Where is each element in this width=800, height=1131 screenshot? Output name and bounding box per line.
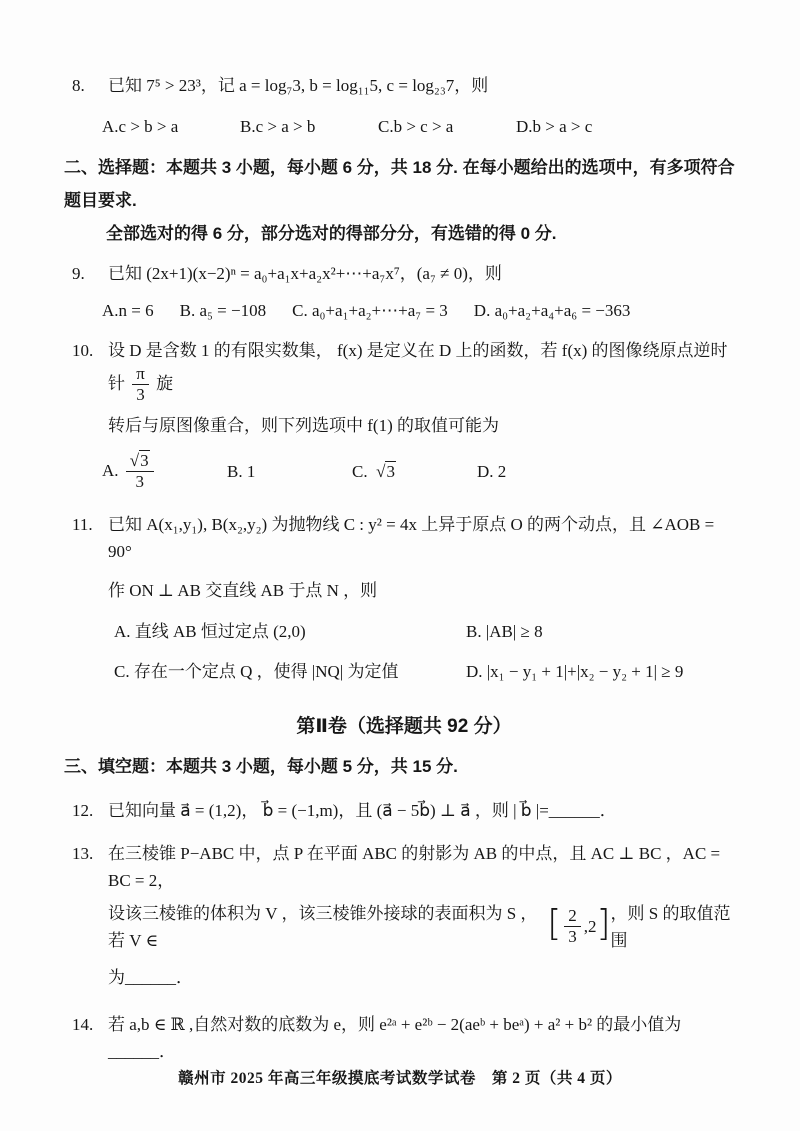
- question-11-option-d: D. |x₁ − y₁ + 1|+|x₂ − y₂ + 1| ≥ 9: [466, 661, 684, 681]
- question-13-interval-upper: ,2: [583, 917, 597, 937]
- question-10-number: 10.: [72, 341, 94, 360]
- question-10: [72, 337, 736, 493]
- question-14-number: 14.: [72, 1014, 94, 1034]
- question-8-option-a: A.c > b > a: [102, 117, 179, 136]
- question-12-text: 已知向量 a⃗ = (1,2)， b⃗ = (−1,m)，且 (a⃗ − 5b⃗) ⊥ a⃗ ，则 | b⃗ |=______．: [108, 800, 617, 820]
- question-11-option-a: A. 直线 AB 恒过定点 (2,0): [114, 621, 306, 641]
- question-12: [72, 797, 736, 824]
- question-13-stem-row: [72, 840, 736, 894]
- question-13-text-line1: 在三棱锥 P−ABC 中，点 P 在平面 ABC 的射影为 AB 的中点，且 AC ⊥ BC ，AC = BC = 2，: [108, 843, 721, 890]
- part-2-header: 第Ⅱ卷（选择题共 92 分）: [296, 715, 512, 737]
- question-9-option-b: B. a₅ = −108: [179, 301, 267, 320]
- question-13-line2-before: 设该三棱锥的体积为 V ，该三棱锥外接球的表面积为 S ，若 V ∈: [108, 903, 538, 950]
- question-11-stem-row: [72, 511, 736, 565]
- sqrt3-expression: [376, 462, 396, 482]
- question-10-text-after-fraction: 旋: [156, 373, 174, 393]
- question-13-text-line2: 设该三棱锥的体积为 V ，该三棱锥外接球的表面积为 S ，若 V ∈ [ $\frac{2}{3}$ ,2 ] ，则 S 的取值范围: [108, 900, 736, 954]
- question-9: [72, 260, 736, 321]
- fraction-denominator: 3: [568, 927, 577, 947]
- question-11-option-c: C. 存在一个定点 Q ，使得 |NQ| 为定值: [114, 661, 399, 681]
- question-10-option-b: B. 1: [227, 461, 256, 481]
- question-10-stem-row: [72, 337, 736, 406]
- question-14: [72, 1011, 736, 1065]
- question-13-line2-after: ，则 S 的取值范围: [610, 903, 731, 950]
- question-13-number: 13.: [72, 843, 94, 863]
- question-8-text: 已知 7⁵ > 23³，记 a = log₇3, b = log₁₁5, c = log₂₃7，则: [108, 76, 489, 95]
- section-multi-choice-header: [64, 151, 736, 250]
- question-14-stem-row: [72, 1011, 736, 1065]
- question-10-options: [102, 451, 736, 493]
- question-8-options: [102, 117, 736, 137]
- question-10-text-before-fraction: 设 D 是含数 1 的有限实数集， f(x) 是定义在 D 上的函数，若 f(x) 的图像绕原点逆时针: [108, 341, 728, 393]
- question-11-text-line1: 已知 A(x₁,y₁), B(x₂,y₂) 为抛物线 C : y² = 4x 上异于原点 O 的两个动点，且 ∠AOB = 90°: [108, 514, 715, 561]
- fraction-numerator: π: [132, 364, 149, 385]
- question-11-number: 11.: [72, 514, 93, 534]
- question-10-option-a: [102, 451, 227, 493]
- fraction-numerator: 2: [564, 906, 581, 927]
- question-14-text: 若 a,b ∈ ℝ ,自然对数的底数为 e，则 e²ᵃ + e²ᵇ − 2(aeᵇ + beᵃ) + a² + b² 的最小值为______．: [108, 1014, 682, 1061]
- question-9-text: 已知 (2x+1)(x−2)ⁿ = a₀+a₁x+a₂x²+⋯+a₇x⁷，(a₇ ≠ 0)，则: [108, 264, 502, 283]
- question-12-number: 12.: [72, 800, 94, 820]
- section-fill-in-header: 三、填空题：本题共 3 小题，每小题 5 分，共 15 分.: [64, 756, 458, 776]
- question-9-option-a: A.n = 6: [102, 301, 154, 320]
- question-13-text-line3: 为______．: [108, 967, 193, 987]
- question-8-number: 8.: [72, 76, 85, 95]
- question-8-option-d: D.b > a > c: [516, 117, 593, 136]
- question-8: [72, 72, 736, 137]
- page-footer: 赣州市 2025 年高三年级摸底考试数学试卷 第 2 页（共 4 页）: [178, 1070, 622, 1087]
- question-11: [72, 511, 736, 685]
- question-8-option-b: B.c > a > b: [240, 117, 316, 136]
- question-9-option-c: C. a₀+a₁+a₂+⋯+a₇ = 3: [292, 301, 448, 320]
- question-10-option-c: [352, 462, 477, 482]
- question-8-option-c: C.b > c > a: [378, 117, 454, 136]
- radicand: 3: [140, 450, 149, 470]
- two-thirds-fraction: [564, 906, 581, 948]
- fraction-denominator: 3: [136, 385, 145, 405]
- question-9-options: [102, 301, 736, 321]
- fraction-denominator: 3: [135, 472, 144, 492]
- section-multi-choice-line1: 二、选择题：本题共 3 小题，每小题 6 分，共 18 分. 在每小题给出的选项中，有多项符合题目要求.: [64, 158, 735, 210]
- question-12-stem-row: [72, 797, 736, 824]
- radical-sign: √: [129, 450, 140, 470]
- fraction-numerator: [126, 451, 154, 472]
- option-a-label: A.: [102, 460, 119, 480]
- question-11-option-b: B. |AB| ≥ 8: [466, 621, 543, 641]
- question-13: [72, 840, 736, 991]
- question-8-stem-row: [72, 72, 736, 99]
- sqrt3-over-3-fraction: [126, 451, 154, 493]
- option-c-label: C.: [352, 461, 368, 481]
- section-multi-choice-line2: 全部选对的得 6 分，部分选对的得部分分，有选错的得 0 分.: [106, 224, 557, 243]
- question-10-text: [108, 337, 736, 406]
- question-10-option-d: D. 2: [477, 461, 507, 481]
- radicand: 3: [386, 461, 395, 481]
- question-11-options: [114, 618, 736, 685]
- pi-over-3-fraction: [132, 364, 149, 406]
- question-10-text-line2: 转后与原图像重合，则下列选项中 f(1) 的取值可能为: [108, 415, 499, 435]
- question-9-number: 9.: [72, 264, 85, 283]
- question-11-text-line2: 作 ON ⊥ AB 交直线 AB 于点 N ，则: [108, 580, 378, 600]
- radical-sign: √: [376, 461, 386, 481]
- question-9-option-d: D. a₀+a₂+a₄+a₆ = −363: [473, 301, 631, 320]
- question-9-stem-row: [72, 260, 736, 287]
